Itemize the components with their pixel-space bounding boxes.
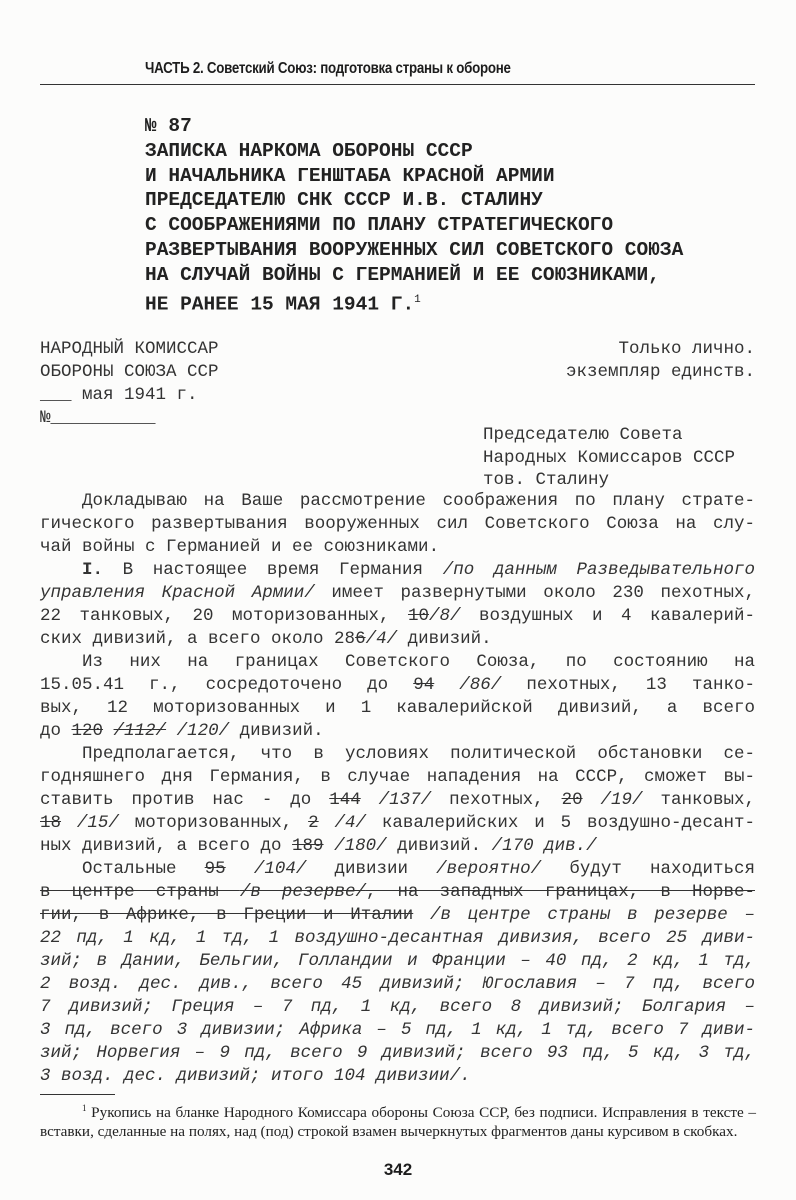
inserted-text: зий; Норвегия – 9 пд, всего 9 дивизий; всего 93 пд, 5 кд, 3 тд,: [40, 1043, 755, 1063]
body-line: [40, 628, 755, 651]
inserted-text: зий; в Дании, Бельгии, Голландии и Франции – 40 пд, 2 кд, 1 тд,: [40, 951, 755, 971]
body-line: [40, 1042, 755, 1065]
text-run: [361, 790, 379, 810]
inserted-text: 3 пд, всего 3 дивизии; Африка – 5 пд, 1 кд, 1 тд, всего 7 диви-: [40, 1020, 755, 1040]
struck-text: 20: [561, 790, 583, 810]
text-run: [226, 859, 254, 879]
addressee-line: тов. Сталину: [483, 470, 610, 490]
letterhead-line: НАРОДНЫЙ КОМИССАР: [40, 339, 219, 359]
body-line: [40, 973, 755, 996]
footnote-ref: 1: [414, 293, 421, 306]
struck-text: 94: [413, 675, 435, 695]
text-run: дивизии: [306, 859, 437, 879]
text-run: годняшнего дня Германия, в случае нападения на СССР, сможет вы-: [40, 767, 755, 787]
inserted-text: /4/: [365, 629, 398, 649]
text-run: дивизий.: [397, 629, 492, 649]
text-run: чай войны с Германией и ее союзниками.: [40, 537, 440, 557]
letter-number: №__________: [40, 408, 156, 428]
body-line: [40, 1065, 755, 1088]
struck-text: 2: [308, 813, 319, 833]
text-run: Из них на границах Советского Союза, по состоянию на: [82, 652, 755, 672]
body-line: [40, 812, 755, 835]
body-line: [40, 789, 755, 812]
struck-text: 144: [329, 790, 361, 810]
text-run: кавалерийских и 5 воздушно-десант-: [366, 813, 755, 833]
text-run: ставить против нас - до: [40, 790, 330, 810]
struck-text: , на западных границах, в Норве-: [365, 882, 755, 902]
text-run: дивизий.: [386, 836, 492, 856]
text-run: [319, 813, 335, 833]
title-line: С СООБРАЖЕНИЯМИ ПО ПЛАНУ СТРАТЕГИЧЕСКОГО: [145, 214, 614, 237]
classification: [566, 338, 755, 384]
struck-text: /в резерве/: [239, 882, 366, 902]
inserted-text: управления Красной Армии/: [40, 583, 315, 603]
text-run: будут находиться: [541, 859, 755, 879]
body-line: [40, 950, 755, 973]
body-line: [40, 582, 755, 605]
struck-text: /112/: [113, 721, 167, 741]
body-line: [40, 766, 755, 789]
text-run: гического развертывания вооруженных сил Советского Союза на слу-: [40, 514, 755, 534]
struck-text: 6: [355, 629, 366, 649]
document-body: [40, 490, 755, 1088]
struck-text: 120: [71, 721, 104, 741]
inserted-text: /по данным Разведывательного: [442, 560, 755, 580]
body-line: [40, 927, 755, 950]
text-run: дивизий.: [229, 721, 324, 741]
text-run: воздушных и 4 кавалерий-: [460, 606, 755, 626]
text-run: [324, 836, 335, 856]
letter-date: ___ мая 1941 г.: [40, 385, 198, 405]
text-run: до: [40, 721, 72, 741]
body-line: [40, 559, 755, 582]
text-run: ных дивизий, а всего до: [40, 836, 293, 856]
addressee: [483, 424, 735, 492]
text-run: Предполагается, что в условиях политической обстановки се-: [82, 744, 755, 764]
running-head: ЧАСТЬ 2. Советский Союз: подготовка страны к обороне: [145, 60, 511, 77]
document-number: № 87: [145, 115, 192, 137]
letterhead: [40, 338, 219, 430]
body-line: [40, 1019, 755, 1042]
title-line: ПРЕДСЕДАТЕЛЮ СНК СССР И.В. СТАЛИНУ: [145, 189, 543, 212]
struck-text: гии, в Африке, в Греции и Италии: [40, 905, 414, 925]
body-line: [40, 743, 755, 766]
classification-line: экземпляр единств.: [565, 362, 755, 382]
inserted-text: /180/: [334, 836, 387, 856]
body-line: [40, 674, 755, 697]
title-line: ЗАПИСКА НАРКОМА ОБОРОНЫ СССР: [145, 139, 473, 162]
addressee-line: Народных Комиссаров СССР: [483, 447, 736, 468]
text-run: вых, 12 моторизованных и 1 кавалерийской дивизий, а всего: [40, 698, 755, 718]
title-line: НА СЛУЧАЙ ВОЙНЫ С ГЕРМАНИЕЙ И ЕЕ СОЮЗНИКАМИ,: [145, 263, 660, 286]
body-line: [40, 605, 755, 628]
inserted-text: 2 возд. дес. див., всего 45 дивизий; Югославия – 7 пд, всего: [40, 974, 755, 994]
inserted-text: /120/: [176, 721, 230, 741]
classification-line: Только лично.: [618, 339, 755, 359]
body-line: [40, 881, 755, 904]
text-run: 22 танковых, 20 моторизованных,: [40, 606, 408, 626]
body-line: [40, 904, 755, 927]
inserted-text: /86/: [459, 675, 502, 695]
text-run: Докладываю на Ваше рассмотрение соображения по плану страте-: [82, 491, 755, 511]
text-run: моторизованных,: [118, 813, 309, 833]
title-line: И НАЧАЛЬНИКА ГЕНШТАБА КРАСНОЙ АРМИИ: [145, 164, 555, 187]
struck-text: 10: [407, 606, 429, 626]
text-run: ских дивизий, а всего около 28: [40, 629, 356, 649]
struck-text: 95: [204, 859, 226, 879]
text-run: [434, 675, 459, 695]
footnote-rule: [40, 1094, 115, 1095]
text-run: имеет развернутыми около 230 пехотных,: [314, 583, 755, 603]
body-line: [40, 513, 755, 536]
inserted-text: /8/: [429, 606, 461, 626]
text-run: пехотных, 13 танко-: [501, 675, 755, 695]
addressee-line: Председателю Совета: [483, 425, 683, 445]
inserted-text: 7 дивизий; Греция – 7 пд, 1 кд, всего 8 дивизий; Болгария –: [40, 997, 755, 1017]
body-line: [40, 835, 755, 858]
inserted-text: /4/: [334, 813, 367, 833]
text-run: [166, 721, 177, 741]
title-line: НЕ РАНЕЕ 15 МАЯ 1941 Г.$^1$: [145, 293, 421, 316]
inserted-text: /15/: [76, 813, 119, 833]
body-line: [40, 651, 755, 674]
inserted-text: /104/: [253, 859, 307, 879]
text-run: [103, 721, 114, 741]
document-title: [145, 114, 683, 317]
title-line: РАЗВЕРТЫВАНИЯ ВООРУЖЕННЫХ СИЛ СОВЕТСКОГО СОЮЗА: [145, 238, 684, 261]
body-line: [40, 490, 755, 513]
inserted-text: /170 див./: [491, 836, 597, 856]
body-line: [40, 996, 755, 1019]
struck-text: 18: [40, 813, 62, 833]
inserted-text: /137/: [378, 790, 432, 810]
text-run: 15.05.41 г., сосредоточено до: [40, 675, 414, 695]
struck-text: в центре страны: [40, 882, 240, 902]
text-run: [61, 813, 77, 833]
page-number: 342: [383, 1160, 413, 1179]
body-line: [40, 536, 755, 559]
letterhead-line: ОБОРОНЫ СОЮЗА ССР: [40, 362, 219, 382]
inserted-text: 22 пд, 1 кд, 1 тд, 1 воздушно-десантная дивизия, всего 25 диви-: [40, 928, 755, 948]
text-run: пехотных,: [431, 790, 562, 810]
inserted-text: /19/: [600, 790, 643, 810]
body-line: [40, 858, 755, 881]
inserted-text: 3 возд. дес. дивизий; итого 104 дивизии/.: [40, 1066, 471, 1086]
text-run: [583, 790, 601, 810]
body-line: [40, 697, 755, 720]
body-line: [40, 720, 755, 743]
struck-text: 189: [292, 836, 324, 856]
text-run: Остальные: [82, 859, 205, 879]
text-run: танковых,: [642, 790, 755, 810]
footnote: [40, 1099, 756, 1141]
footnote-mark: 1: [82, 1103, 87, 1113]
header-rule: [40, 84, 755, 85]
text-run: В настоящее время Германия: [103, 560, 443, 580]
inserted-text: /вероятно/: [436, 859, 542, 879]
text-run: I.: [82, 560, 104, 580]
footnote-text: Рукопись на бланке Народного Комиссара обороны Союза ССР, без подписи. Исправления в тексте – вставки, сделанные на полях, над (под) строкой взамен вычеркнутых фрагментов даны курсивом в скобках.: [40, 1104, 757, 1141]
inserted-text: /в центре страны в резерве –: [413, 905, 755, 925]
